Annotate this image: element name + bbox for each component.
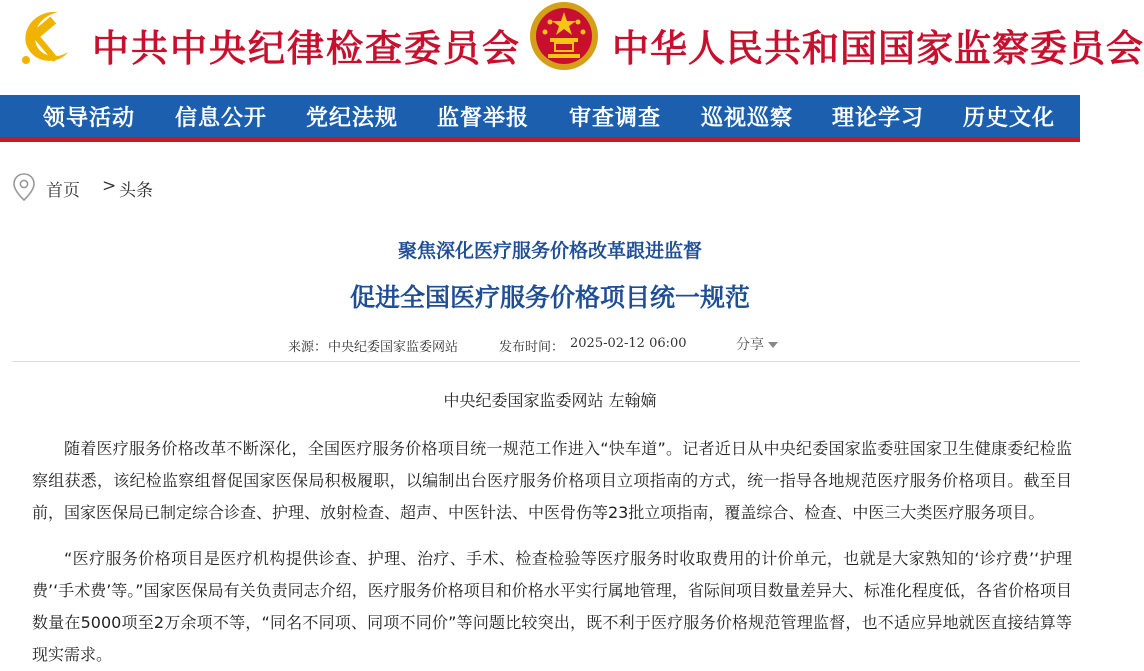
nav-item-theory[interactable]: 理论学习	[832, 105, 925, 131]
breadcrumb	[12, 170, 412, 204]
article-paragraph: “医疗服务价格项目是医疗机构提供诊查、护理、治疗、手术、检查检验等医疗服务时收取费用的计价单元，也就是大家熟知的‘诊疗费’‘护理费’‘手术费’等。”国家医保局有关负责同志介绍，医疗服务价格项目和价格水平实行属地管理，省际间项目数量差异大、标准化程度低，各省价格项目数量在5000项至2万余项不等，“同名不同项、同项不同价”等问题比较突出，既不利于医疗服务价格规范管理监督，也不适应异地就医直接结算等现实需求。	[32, 549, 1072, 664]
national-emblem-icon	[528, 0, 600, 72]
header-divider	[12, 361, 1080, 362]
main-nav	[0, 95, 1080, 142]
location-pin-icon	[12, 172, 36, 202]
publish-time-value: 2025-02-12 06:00	[570, 336, 687, 351]
share-button[interactable]	[736, 334, 778, 354]
nav-item-information[interactable]: 信息公开	[175, 105, 268, 131]
nav-item-leadership[interactable]: 领导活动	[43, 105, 136, 131]
nav-item-report[interactable]: 监督举报	[437, 105, 530, 131]
breadcrumb-home-link[interactable]: 首页	[46, 181, 80, 201]
article-byline: 中央纪委国家监委网站 左翰嫡	[443, 391, 657, 410]
caret-down-icon	[768, 342, 778, 348]
source-label: 来源：	[288, 340, 328, 355]
source-value: 中央纪委国家监委网站	[328, 340, 459, 355]
article-title: 促进全国医疗服务价格项目统一规范	[349, 283, 750, 312]
article-subtitle: 聚焦深化医疗服务价格改革跟进监督	[397, 240, 702, 262]
article-paragraph: 随着医疗服务价格改革不断深化，全国医疗服务价格项目统一规范工作进入“快车道”。记者近日从中央纪委国家监委驻国家卫生健康委纪检监察组获悉，该纪检监察组督促国家医保局积极履职，以编制出台医疗服务价格项目立项指南的方式，统一指导各地规范医疗服务价格项目。截至目前，国家医保局已制定综合诊查、护理、放射检查、超声、中医针法、中医骨伤等23批立项指南，覆盖综合、检查、中医三大类医疗服务项目。	[32, 439, 1072, 522]
nav-item-investigation[interactable]: 审查调查	[569, 105, 662, 131]
nav-item-inspection[interactable]: 巡视巡察	[701, 105, 794, 131]
share-label: 分享	[736, 337, 764, 353]
nav-item-regulations[interactable]: 党纪法规	[306, 105, 399, 131]
nsc-title[interactable]: 中华人民共和国国家监察委员会	[612, 26, 1144, 70]
breadcrumb-current[interactable]: 头条	[119, 181, 153, 201]
site-header	[0, 0, 1144, 95]
publish-time-label: 发布时间：	[499, 340, 565, 355]
nav-item-history[interactable]: 历史文化	[963, 105, 1056, 131]
ccdi-title[interactable]: 中共中央纪律检查委员会	[92, 26, 521, 70]
breadcrumb-separator: >	[102, 176, 117, 196]
party-emblem-icon	[12, 4, 80, 70]
